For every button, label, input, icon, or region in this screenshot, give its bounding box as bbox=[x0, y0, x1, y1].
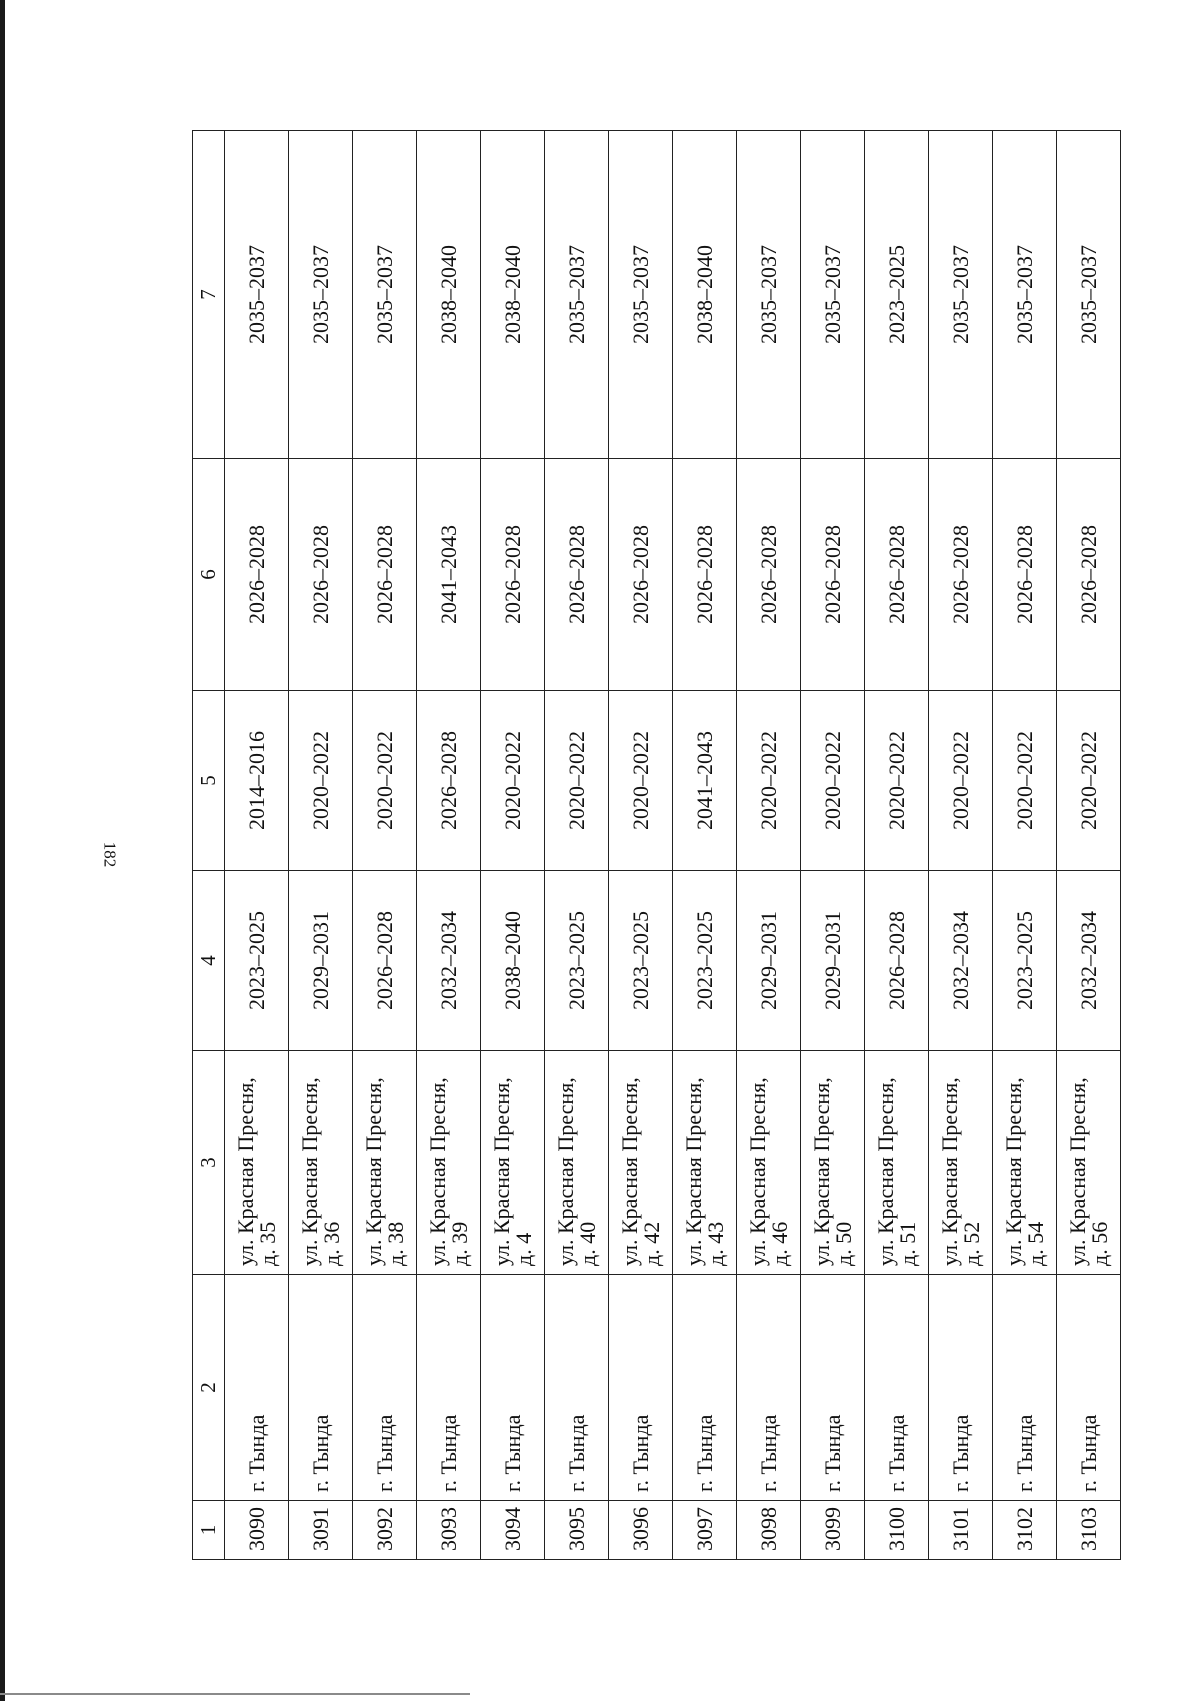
period-cell-col7: 2035–2037 bbox=[1057, 131, 1121, 459]
period-cell-col5: 2020–2022 bbox=[289, 691, 353, 871]
period-cell-col5: 2020–2022 bbox=[929, 691, 993, 871]
address-cell bbox=[993, 1051, 1057, 1275]
rotated-table-frame bbox=[192, 131, 1121, 1560]
city-cell: г. Тында bbox=[865, 1275, 929, 1501]
city-cell: г. Тында bbox=[609, 1275, 673, 1501]
period-cell-col7: 2035–2037 bbox=[353, 131, 417, 459]
address-cell bbox=[801, 1051, 865, 1275]
city-cell: г. Тында bbox=[225, 1275, 289, 1501]
period-cell-col6: 2026–2028 bbox=[737, 459, 801, 691]
address-street: ул. Красная Пресня, bbox=[424, 1077, 450, 1266]
table-row bbox=[737, 131, 801, 1560]
period-cell-col6: 2026–2028 bbox=[993, 459, 1057, 691]
period-cell-col6: 2041–2043 bbox=[417, 459, 481, 691]
table-body bbox=[225, 131, 1121, 1560]
period-cell-col7: 2035–2037 bbox=[993, 131, 1057, 459]
table-row bbox=[353, 131, 417, 1560]
table-row bbox=[801, 131, 865, 1560]
address-cell bbox=[289, 1051, 353, 1275]
address-house: д. 35 bbox=[254, 1221, 280, 1266]
period-cell-col5: 2020–2022 bbox=[353, 691, 417, 871]
address-street: ул. Красная Пресня, bbox=[936, 1077, 962, 1266]
period-cell-col7: 2035–2037 bbox=[609, 131, 673, 459]
period-cell-col6: 2026–2028 bbox=[929, 459, 993, 691]
header-row bbox=[193, 131, 225, 1560]
address-house: д. 36 bbox=[318, 1221, 344, 1266]
header-cell-2: 2 bbox=[193, 1275, 225, 1501]
row-number-cell: 3093 bbox=[417, 1501, 481, 1560]
period-cell-col5: 2014–2016 bbox=[225, 691, 289, 871]
row-number-cell: 3091 bbox=[289, 1501, 353, 1560]
city-cell: г. Тында bbox=[993, 1275, 1057, 1501]
period-cell-col4: 2029–2031 bbox=[737, 871, 801, 1051]
period-cell-col7: 2035–2037 bbox=[929, 131, 993, 459]
address-street: ул. Красная Пресня, bbox=[552, 1077, 578, 1266]
address-street: ул. Красная Пресня, bbox=[488, 1077, 514, 1266]
address-house: д. 43 bbox=[702, 1221, 728, 1266]
period-cell-col7: 2038–2040 bbox=[417, 131, 481, 459]
city-cell: г. Тында bbox=[545, 1275, 609, 1501]
row-number-cell: 3103 bbox=[1057, 1501, 1121, 1560]
period-cell-col6: 2026–2028 bbox=[545, 459, 609, 691]
period-cell-col4: 2029–2031 bbox=[289, 871, 353, 1051]
page-number bbox=[100, 842, 120, 866]
address-cell bbox=[673, 1051, 737, 1275]
table-row bbox=[609, 131, 673, 1560]
table-row bbox=[289, 131, 353, 1560]
address-street: ул. Красная Пресня, bbox=[680, 1077, 706, 1266]
address-street: ул. Красная Пресня, bbox=[744, 1077, 770, 1266]
address-cell bbox=[481, 1051, 545, 1275]
header-cell-5: 5 bbox=[193, 691, 225, 871]
period-cell-col6: 2026–2028 bbox=[481, 459, 545, 691]
address-cell bbox=[865, 1051, 929, 1275]
period-cell-col4: 2026–2028 bbox=[865, 871, 929, 1051]
period-cell-col4: 2038–2040 bbox=[481, 871, 545, 1051]
row-number-cell: 3098 bbox=[737, 1501, 801, 1560]
header-cell-3: 3 bbox=[193, 1051, 225, 1275]
scan-bottom-edge bbox=[0, 1693, 470, 1695]
address-street: ул. Красная Пресня, bbox=[360, 1077, 386, 1266]
address-house: д. 42 bbox=[638, 1221, 664, 1266]
period-cell-col6: 2026–2028 bbox=[865, 459, 929, 691]
table-row bbox=[929, 131, 993, 1560]
row-number-cell: 3090 bbox=[225, 1501, 289, 1560]
period-cell-col5: 2026–2028 bbox=[417, 691, 481, 871]
scan-left-edge bbox=[0, 0, 5, 1701]
address-street: ул. Красная Пресня, bbox=[232, 1077, 258, 1266]
address-cell bbox=[225, 1051, 289, 1275]
city-cell: г. Тында bbox=[801, 1275, 865, 1501]
period-cell-col6: 2026–2028 bbox=[1057, 459, 1121, 691]
period-cell-col4: 2029–2031 bbox=[801, 871, 865, 1051]
table-row bbox=[1057, 131, 1121, 1560]
header-cell-1: 1 bbox=[193, 1501, 225, 1560]
row-number-cell: 3094 bbox=[481, 1501, 545, 1560]
city-cell: г. Тында bbox=[1057, 1275, 1121, 1501]
address-house: д. 56 bbox=[1086, 1221, 1112, 1266]
header-cell-4: 4 bbox=[193, 871, 225, 1051]
row-number-cell: 3097 bbox=[673, 1501, 737, 1560]
city-cell: г. Тында bbox=[673, 1275, 737, 1501]
period-cell-col4: 2023–2025 bbox=[993, 871, 1057, 1051]
row-number-cell: 3099 bbox=[801, 1501, 865, 1560]
period-cell-col6: 2026–2028 bbox=[673, 459, 737, 691]
period-cell-col7: 2035–2037 bbox=[225, 131, 289, 459]
city-cell: г. Тында bbox=[929, 1275, 993, 1501]
address-cell bbox=[737, 1051, 801, 1275]
address-street: ул. Красная Пресня, bbox=[296, 1077, 322, 1266]
row-number-cell: 3092 bbox=[353, 1501, 417, 1560]
address-cell bbox=[353, 1051, 417, 1275]
period-cell-col4: 2026–2028 bbox=[353, 871, 417, 1051]
period-cell-col6: 2026–2028 bbox=[801, 459, 865, 691]
period-cell-col5: 2020–2022 bbox=[993, 691, 1057, 871]
period-cell-col5: 2020–2022 bbox=[481, 691, 545, 871]
period-cell-col6: 2026–2028 bbox=[609, 459, 673, 691]
period-cell-col7: 2038–2040 bbox=[481, 131, 545, 459]
table-row bbox=[545, 131, 609, 1560]
period-cell-col5: 2020–2022 bbox=[609, 691, 673, 871]
row-number-cell: 3101 bbox=[929, 1501, 993, 1560]
period-cell-col4: 2032–2034 bbox=[929, 871, 993, 1051]
table-row bbox=[865, 131, 929, 1560]
period-cell-col6: 2026–2028 bbox=[225, 459, 289, 691]
address-house: д. 46 bbox=[766, 1221, 792, 1266]
table-row bbox=[481, 131, 545, 1560]
period-cell-col5: 2041–2043 bbox=[673, 691, 737, 871]
period-cell-col7: 2038–2040 bbox=[673, 131, 737, 459]
period-cell-col5: 2020–2022 bbox=[545, 691, 609, 871]
schedule-table bbox=[192, 130, 1121, 1560]
city-cell: г. Тында bbox=[481, 1275, 545, 1501]
table-row bbox=[417, 131, 481, 1560]
city-cell: г. Тында bbox=[417, 1275, 481, 1501]
address-house: д. 51 bbox=[894, 1221, 920, 1266]
period-cell-col7: 2035–2037 bbox=[737, 131, 801, 459]
period-cell-col7: 2023–2025 bbox=[865, 131, 929, 459]
address-cell bbox=[609, 1051, 673, 1275]
period-cell-col5: 2020–2022 bbox=[1057, 691, 1121, 871]
address-house: д. 4 bbox=[510, 1232, 536, 1266]
address-house: д. 52 bbox=[958, 1221, 984, 1266]
address-street: ул. Красная Пресня, bbox=[1064, 1077, 1090, 1266]
page-number-text: 182 bbox=[100, 841, 120, 867]
address-house: д. 39 bbox=[446, 1221, 472, 1266]
address-cell bbox=[1057, 1051, 1121, 1275]
period-cell-col4: 2023–2025 bbox=[673, 871, 737, 1051]
table-row bbox=[673, 131, 737, 1560]
table-row bbox=[993, 131, 1057, 1560]
address-cell bbox=[929, 1051, 993, 1275]
period-cell-col4: 2032–2034 bbox=[417, 871, 481, 1051]
address-house: д. 40 bbox=[574, 1221, 600, 1266]
address-cell bbox=[417, 1051, 481, 1275]
period-cell-col5: 2020–2022 bbox=[865, 691, 929, 871]
period-cell-col6: 2026–2028 bbox=[353, 459, 417, 691]
address-street: ул. Красная Пресня, bbox=[1000, 1077, 1026, 1266]
row-number-cell: 3102 bbox=[993, 1501, 1057, 1560]
row-number-cell: 3096 bbox=[609, 1501, 673, 1560]
period-cell-col6: 2026–2028 bbox=[289, 459, 353, 691]
address-house: д. 50 bbox=[830, 1221, 856, 1266]
header-cell-7: 7 bbox=[193, 131, 225, 459]
header-cell-6: 6 bbox=[193, 459, 225, 691]
address-street: ул. Красная Пресня, bbox=[616, 1077, 642, 1266]
period-cell-col4: 2023–2025 bbox=[545, 871, 609, 1051]
address-street: ул. Красная Пресня, bbox=[872, 1077, 898, 1266]
row-number-cell: 3095 bbox=[545, 1501, 609, 1560]
period-cell-col5: 2020–2022 bbox=[801, 691, 865, 871]
address-street: ул. Красная Пресня, bbox=[808, 1077, 834, 1266]
city-cell: г. Тында bbox=[737, 1275, 801, 1501]
table-container bbox=[192, 131, 1121, 1560]
period-cell-col7: 2035–2037 bbox=[545, 131, 609, 459]
period-cell-col7: 2035–2037 bbox=[289, 131, 353, 459]
period-cell-col4: 2032–2034 bbox=[1057, 871, 1121, 1051]
city-cell: г. Тында bbox=[353, 1275, 417, 1501]
period-cell-col5: 2020–2022 bbox=[737, 691, 801, 871]
row-number-cell: 3100 bbox=[865, 1501, 929, 1560]
period-cell-col4: 2023–2025 bbox=[609, 871, 673, 1051]
address-cell bbox=[545, 1051, 609, 1275]
address-house: д. 38 bbox=[382, 1221, 408, 1266]
address-house: д. 54 bbox=[1022, 1221, 1048, 1266]
city-cell: г. Тында bbox=[289, 1275, 353, 1501]
period-cell-col7: 2035–2037 bbox=[801, 131, 865, 459]
period-cell-col4: 2023–2025 bbox=[225, 871, 289, 1051]
table-row bbox=[225, 131, 289, 1560]
